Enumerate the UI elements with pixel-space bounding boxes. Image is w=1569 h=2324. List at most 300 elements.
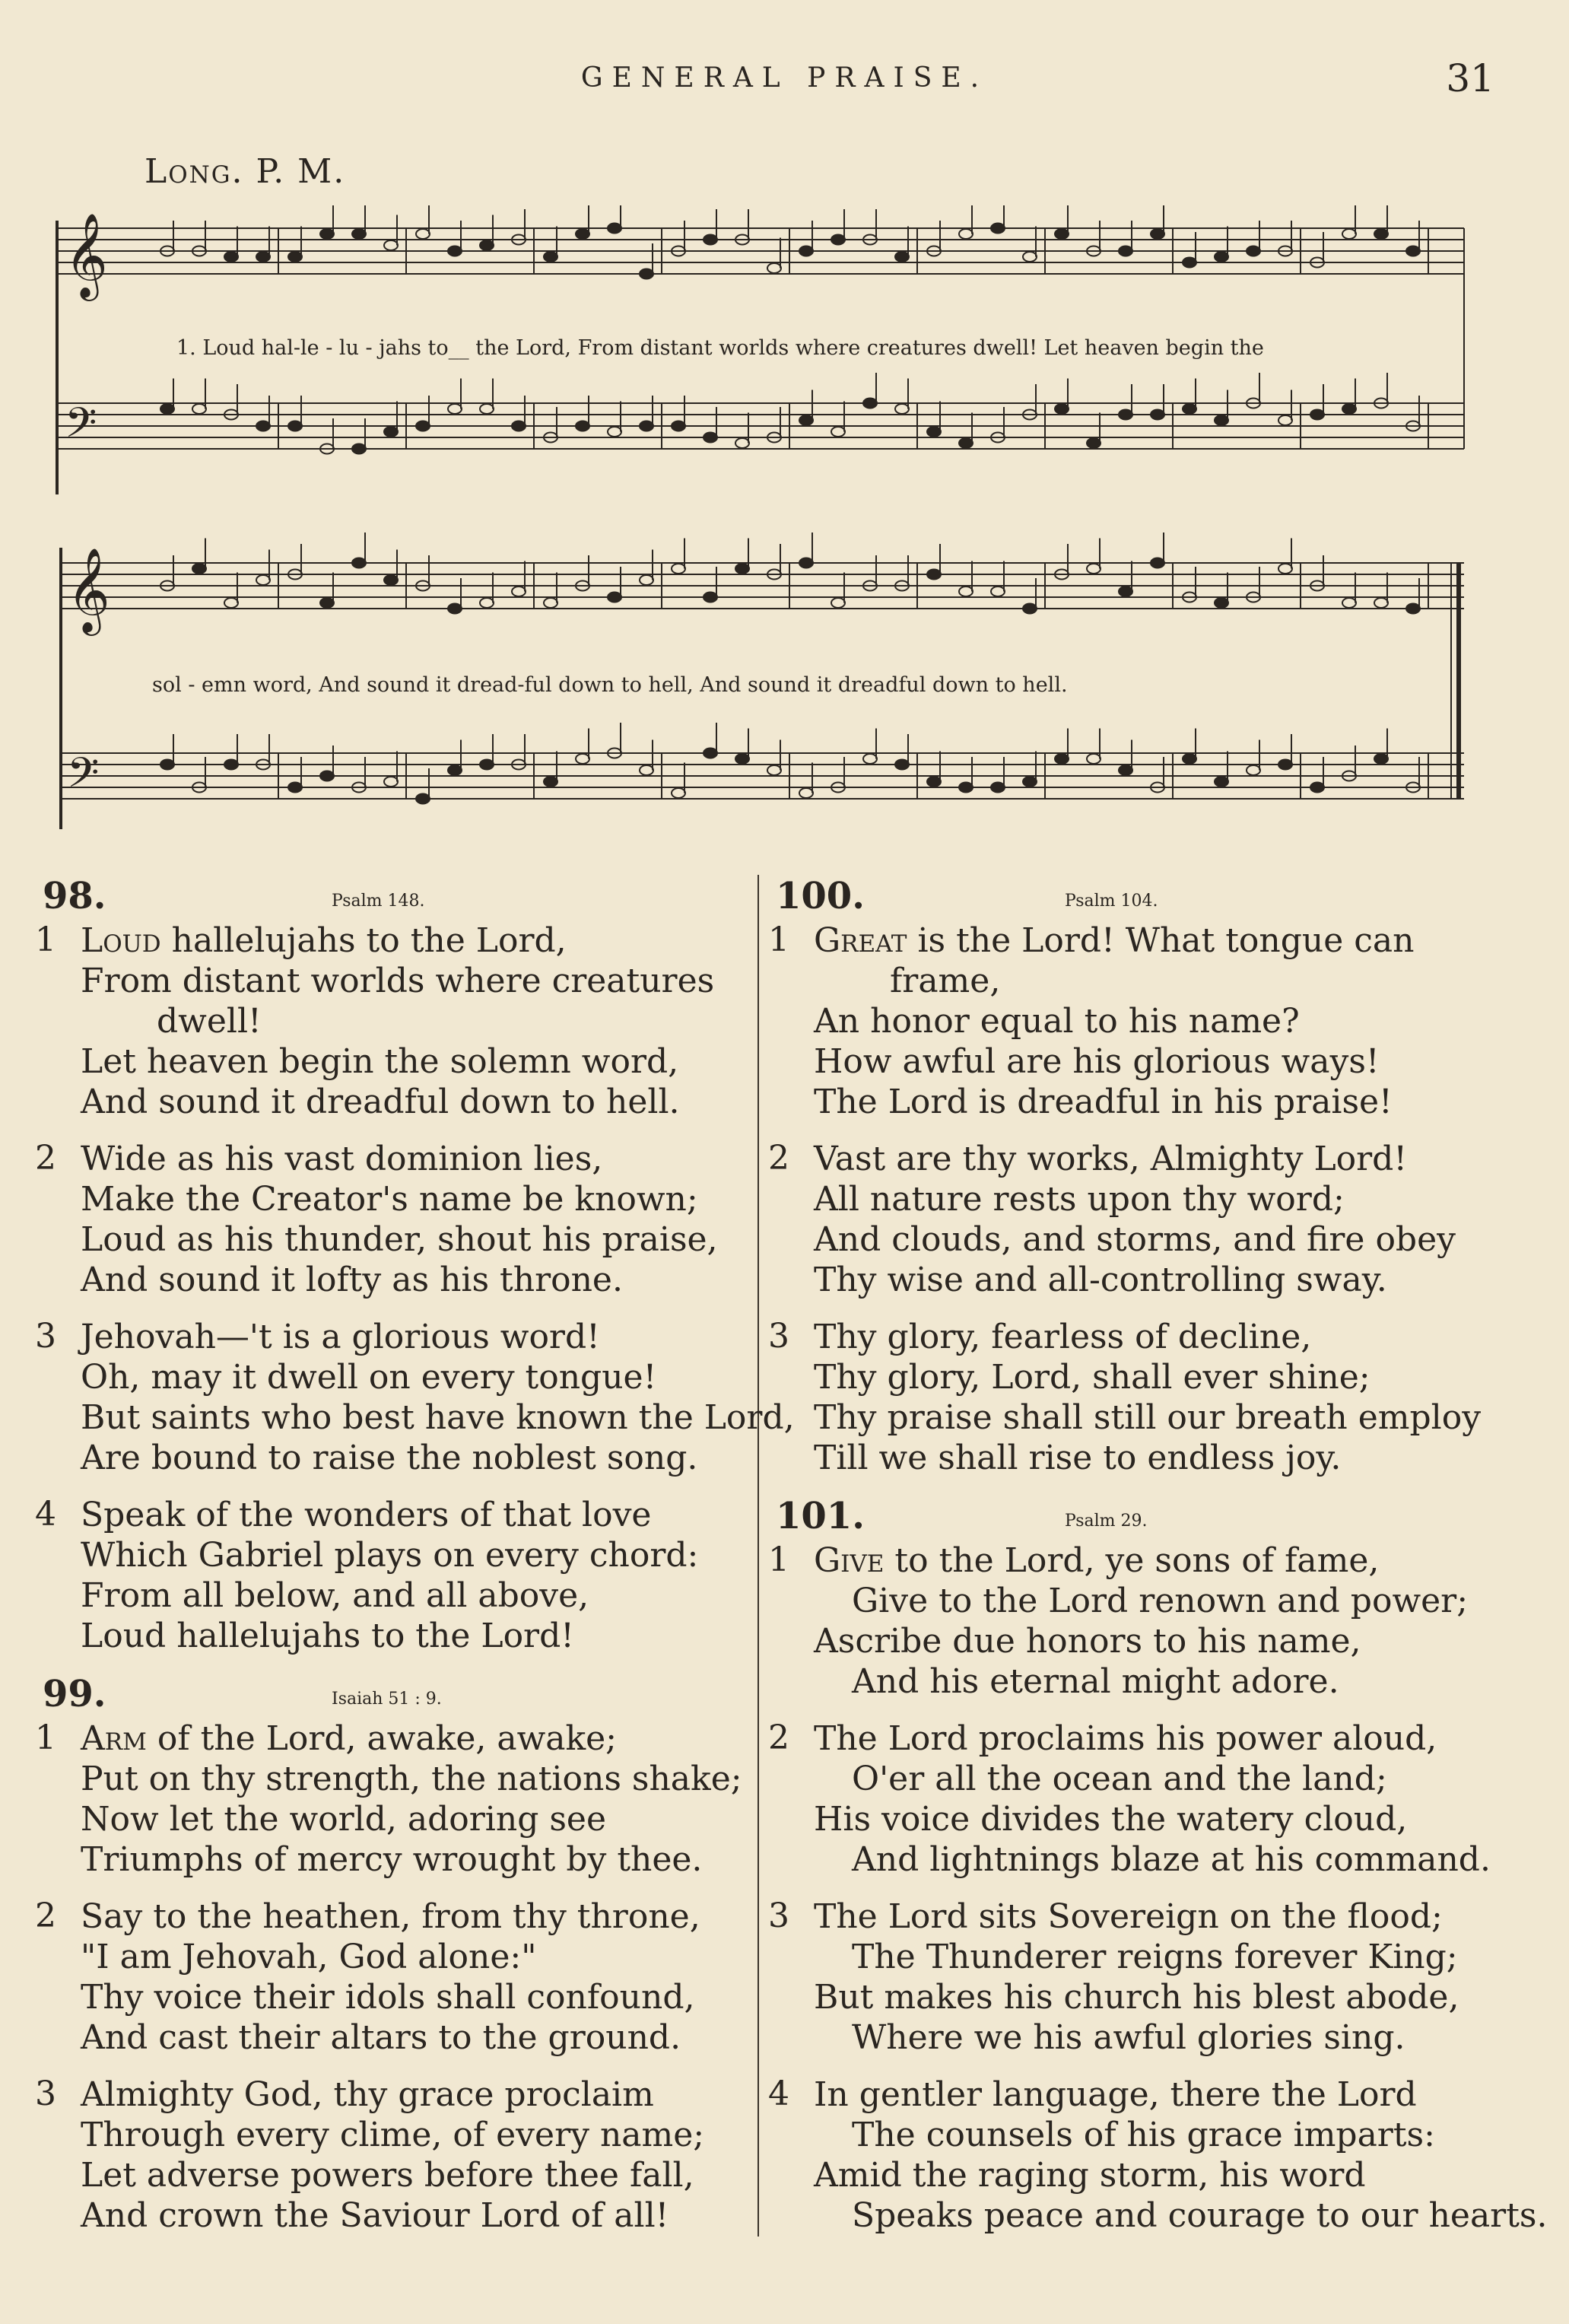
verse-number: 4 [35, 1495, 56, 1534]
verse-line [768, 1041, 1491, 1082]
note-head [735, 564, 749, 574]
verse-line-text: O'er all the ocean and the land; [852, 1760, 1387, 1798]
note-head [895, 404, 909, 414]
verse-number: 2 [768, 1139, 789, 1178]
verse-number: 3 [768, 1317, 789, 1356]
verse-line-text: Let adverse powers before thee fall, [81, 2156, 694, 2195]
left-column [35, 875, 795, 2252]
verse-line-text: And lightnings blaze at his command. [852, 1840, 1491, 1879]
note-head [799, 558, 813, 568]
note-head [640, 765, 653, 775]
hymn-header [768, 1495, 1491, 1540]
verse-line [35, 1082, 754, 1122]
note-head [863, 399, 877, 409]
note-head [448, 246, 462, 256]
note-head [1023, 777, 1037, 787]
note-head [640, 269, 653, 279]
verse-line [35, 2195, 754, 2236]
hymn-number: 100. [776, 875, 865, 917]
note-head [576, 421, 589, 431]
verse-line-text: Thy praise shall still our breath employ [814, 1398, 1482, 1437]
verse-line [768, 1139, 1491, 1179]
note-head [416, 421, 430, 431]
note-head [608, 593, 621, 602]
note-head [320, 229, 334, 239]
note-group-2 [160, 533, 1428, 804]
verse-line-text: How awful are his glorious ways! [814, 1042, 1380, 1081]
note-head [256, 421, 270, 431]
verse-line-text: Make the Creator's name be known; [81, 1180, 698, 1219]
verse-line-text: hallelujahs to the Lord, [160, 921, 567, 960]
lyric-line-1: 1. Loud hal-le - lu - jahs to__ the Lord, From distant worlds where creatures dwell! Let heaven begin the [176, 336, 1264, 360]
verse [768, 2074, 1548, 2236]
hymn-number: 98. [43, 875, 106, 917]
verse-line-text: Are bound to raise the noblest song. [81, 1439, 698, 1477]
bass-clef-icon: 𝄢 [65, 399, 97, 457]
verse-line-text: And clouds, and storms, and fire obey [814, 1220, 1456, 1259]
verse-line [35, 1718, 754, 1759]
verse [768, 920, 1491, 1122]
note-head [1247, 765, 1260, 775]
note-head [959, 229, 973, 239]
verse-line [35, 1799, 754, 1839]
verse-line-text: His voice divides the watery cloud, [814, 1800, 1408, 1839]
verse-line-text: Which Gabriel plays on every chord: [81, 1536, 699, 1575]
verse-line [35, 1317, 754, 1357]
verse [35, 1317, 795, 1478]
note-head [991, 224, 1005, 234]
note-head [1342, 598, 1356, 608]
hymn [768, 1495, 1548, 2236]
verse-line [35, 1260, 754, 1300]
note-head [576, 754, 589, 764]
verse-line [768, 1799, 1491, 1839]
verse-line-text: But saints who best have known the Lord, [81, 1398, 795, 1437]
verse-line [35, 1896, 754, 1937]
tune-name: Long. [145, 152, 244, 191]
verse-number: 3 [35, 1317, 56, 1356]
verse-line-text: The Lord proclaims his power aloud, [814, 1719, 1437, 1758]
note-head [1183, 404, 1196, 414]
note-head [1023, 252, 1037, 262]
note-head [608, 224, 621, 234]
note-head [927, 427, 941, 437]
bass-clef-icon-2: 𝄢 [67, 749, 100, 807]
verse-line [35, 1616, 754, 1656]
verse [35, 1139, 754, 1300]
verse-line [768, 1661, 1491, 1702]
note-head [544, 252, 557, 262]
note-head [1119, 410, 1132, 420]
note-head [959, 438, 973, 448]
note-head [1215, 777, 1228, 787]
note-head [1310, 783, 1324, 793]
note-head [735, 438, 749, 448]
verse-line [768, 1937, 1491, 1977]
note-head [704, 235, 717, 245]
verse-line-text: Thy voice their idols shall confound, [81, 1978, 695, 2017]
verse-line-text: But makes his church his blest abode, [814, 1978, 1459, 2017]
verse-line [35, 1495, 754, 1535]
music-system-1 [46, 205, 1475, 510]
verse-line-text: Loud hallelujahs to the Lord! [81, 1617, 574, 1655]
verse [768, 1540, 1491, 1702]
verse-line [35, 1139, 754, 1179]
verse-line-text: Till we shall rise to endless joy. [814, 1439, 1342, 1477]
verse-first-word: Loud [81, 921, 161, 960]
verse-line [768, 1839, 1491, 1880]
note-head [959, 783, 973, 793]
note-head [1055, 404, 1069, 414]
note-head [672, 788, 685, 798]
verse-number: 2 [35, 1896, 56, 1935]
verse-line [768, 1219, 1491, 1260]
note-head [1278, 760, 1292, 770]
note-head [480, 760, 494, 770]
note-head [672, 564, 685, 574]
note-head [1342, 404, 1356, 414]
verse-line [768, 1896, 1491, 1937]
hymn-source: Isaiah 51 : 9. [332, 1690, 442, 1709]
note-head [352, 444, 366, 454]
note-head [895, 252, 909, 262]
verse-line-text: From all below, and all above, [81, 1576, 589, 1615]
verse-line [768, 1718, 1491, 1759]
verse-line [768, 1357, 1491, 1397]
note-head [991, 587, 1005, 596]
verse-line [768, 2195, 1548, 2236]
note-head [1055, 229, 1069, 239]
hymn-source: Psalm 104. [1065, 892, 1158, 911]
note-head [1151, 410, 1164, 420]
note-head [1342, 229, 1356, 239]
verse-line-text: And crown the Saviour Lord of all! [81, 2196, 669, 2235]
note-head [1374, 598, 1388, 608]
verse-line-text: Through every clime, of every name; [81, 2116, 705, 2154]
note-head [256, 575, 270, 585]
note-head [735, 754, 749, 764]
verse-line [768, 1759, 1491, 1799]
note-head [160, 760, 174, 770]
verse-line-text: And cast their altars to the ground. [81, 2018, 681, 2057]
verse-number: 3 [35, 2074, 56, 2113]
verse-line-text: of the Lord, awake, awake; [146, 1719, 617, 1758]
verse-line [35, 1179, 754, 1219]
note-head [1183, 258, 1196, 268]
note-head [416, 794, 430, 804]
verse-number: 3 [768, 1896, 789, 1935]
note-head [544, 598, 557, 608]
note-head [480, 240, 494, 250]
verse-line-text: Thy glory, fearless of decline, [814, 1318, 1312, 1356]
note-head [448, 604, 462, 614]
verse-line-text: "I am Jehovah, God alone:" [81, 1938, 537, 1976]
note-head [1278, 564, 1292, 574]
verse-first-word: Great [814, 921, 907, 960]
note-head [544, 777, 557, 787]
verse-number: 1 [768, 1540, 789, 1579]
verse-first-word: Give [814, 1541, 885, 1580]
note-head [831, 598, 845, 608]
music-system-2 [46, 533, 1475, 852]
note-head [767, 765, 781, 775]
hymn-number: 99. [43, 1673, 106, 1715]
note-head [1215, 415, 1228, 425]
verse-line-text: frame, [890, 962, 1001, 1000]
verse [35, 1896, 754, 2058]
note-head [831, 235, 845, 245]
verse-line [768, 2074, 1491, 2115]
note-head [1151, 229, 1164, 239]
note-head [959, 587, 973, 596]
verse-line [35, 2155, 754, 2195]
note-head [320, 771, 334, 781]
verse-number: 4 [768, 2074, 789, 2113]
verse [768, 1317, 1491, 1478]
hymn [35, 875, 795, 1656]
hymn-header [768, 875, 1491, 920]
note-head [799, 415, 813, 425]
note-head [704, 749, 717, 758]
treble-clef-icon-2: 𝄞 [67, 547, 110, 632]
verse-line-text: Thy glory, Lord, shall ever shine; [814, 1358, 1370, 1397]
verse-line-text: Thy wise and all-controlling sway. [814, 1261, 1387, 1299]
note-head [1310, 410, 1324, 420]
note-head [224, 252, 238, 262]
verse-number: 1 [35, 920, 56, 959]
verse-line-text: Triumphs of mercy wrought by thee. [81, 1840, 703, 1879]
verse-number: 2 [768, 1718, 789, 1757]
verse-line [35, 1839, 754, 1880]
treble-clef-icon: 𝄞 [65, 212, 108, 297]
verse-line-text: The counsels of his grace imparts: [852, 2116, 1435, 2154]
note-head [1119, 587, 1132, 596]
verse-line [768, 2115, 1491, 2155]
note-head [224, 598, 238, 608]
verse-line-text: In gentler language, there the Lord [814, 2075, 1417, 2114]
note-group-1 [160, 205, 1428, 454]
verse-line-text: Oh, may it dwell on every tongue! [81, 1358, 657, 1397]
verse-line [35, 1977, 754, 2017]
verse-line-text: And sound it lofty as his throne. [81, 1261, 623, 1299]
verse-line-text: dwell! [157, 1002, 262, 1041]
lyric-line-2: sol - emn word, And sound it dread-ful down to hell, And sound it dreadful down to hell. [152, 673, 1068, 697]
note-head [288, 252, 302, 262]
verse-line [768, 1581, 1491, 1621]
verse-number: 2 [35, 1139, 56, 1178]
note-head [384, 777, 398, 787]
note-head [704, 433, 717, 443]
hymn-source: Psalm 29. [1065, 1512, 1148, 1531]
note-head [895, 760, 909, 770]
note-head [448, 404, 462, 414]
verse-line [768, 1621, 1491, 1661]
running-head: GENERAL PRAISE. [580, 62, 989, 94]
note-head [704, 593, 717, 602]
note-head [192, 404, 206, 414]
verse-line [768, 2017, 1491, 2058]
column-divider [758, 875, 759, 2237]
verse-line-text: Where we his awful glories sing. [852, 2018, 1405, 2057]
note-head [160, 404, 174, 414]
verse-line-text: Speak of the wonders of that love [81, 1496, 652, 1534]
page-number: 31 [1446, 56, 1494, 100]
verse-first-word: Arm [81, 1719, 147, 1758]
note-head [1055, 754, 1069, 764]
page-header [0, 56, 1569, 108]
verse-line [768, 2155, 1491, 2195]
note-head [640, 421, 653, 431]
verse-line-text: Say to the heathen, from thy throne, [81, 1897, 700, 1936]
note-head [767, 263, 781, 273]
verse-line [35, 2115, 754, 2155]
verse-line [768, 1977, 1491, 2017]
note-head [640, 575, 653, 585]
verse-line [35, 920, 754, 961]
note-head [863, 754, 877, 764]
hymn-source: Psalm 148. [332, 892, 425, 911]
verse-line [35, 961, 754, 1001]
verse-line-text: is the Lord! What tongue can [907, 921, 1415, 960]
note-head [512, 587, 526, 596]
tune-title [145, 152, 345, 191]
verse-line-text: Ascribe due honors to his name, [814, 1622, 1361, 1661]
note-head [927, 570, 941, 580]
verse-line-text: And sound it dreadful down to hell. [81, 1083, 680, 1121]
verse-line [35, 1759, 754, 1799]
note-head [480, 404, 494, 414]
note-head [1183, 754, 1196, 764]
note-head [608, 427, 621, 437]
verse-line [768, 961, 1491, 1001]
note-head [1215, 252, 1228, 262]
verse-line [768, 920, 1491, 961]
note-head [1406, 246, 1420, 256]
note-head [512, 421, 526, 431]
verse-line [768, 1179, 1491, 1219]
note-head [448, 765, 462, 775]
verse-line [768, 1260, 1491, 1300]
verse-line [35, 1219, 754, 1260]
verse-line-text: Let heaven begin the solemn word, [81, 1042, 679, 1081]
verse [35, 1495, 754, 1656]
verse-line [768, 1001, 1491, 1041]
note-head [1119, 246, 1132, 256]
verse-line-text: From distant worlds where creatures [81, 962, 715, 1000]
verse-line [35, 1357, 754, 1397]
verse-line-text: Amid the raging storm, his word [814, 2156, 1366, 2195]
verse-line [35, 1937, 754, 1977]
note-head [352, 229, 366, 239]
verse-line [768, 1317, 1491, 1357]
note-head [991, 783, 1005, 793]
note-head [799, 246, 813, 256]
verse-number: 1 [768, 920, 789, 959]
verse-line-text: The Lord sits Sovereign on the flood; [814, 1897, 1443, 1936]
verse-line-text: Vast are thy works, Almighty Lord! [814, 1140, 1408, 1178]
hymn-number: 101. [776, 1495, 865, 1537]
verse-line [768, 1082, 1491, 1122]
verse-line-text: The Lord is dreadful in his praise! [814, 1083, 1393, 1121]
note-head [1374, 754, 1388, 764]
note-head [352, 558, 366, 568]
verse-line [35, 1438, 754, 1478]
note-head [1151, 558, 1164, 568]
note-head [256, 252, 270, 262]
note-head [480, 598, 494, 608]
verse-line [35, 1575, 754, 1616]
verse-line-text: Give to the Lord renown and power; [852, 1582, 1469, 1620]
note-head [384, 240, 398, 250]
verse-line [35, 1041, 754, 1082]
note-head [1087, 564, 1101, 574]
note-head [384, 575, 398, 585]
hymn [768, 875, 1491, 1478]
note-head [1087, 754, 1101, 764]
note-head [672, 421, 685, 431]
hymn-header [35, 1673, 754, 1718]
verse-line-text: And his eternal might adore. [852, 1662, 1339, 1701]
verse [35, 920, 754, 1122]
note-head [224, 760, 238, 770]
hymn-header [35, 875, 754, 920]
note-head [927, 777, 941, 787]
verse [35, 1718, 754, 1880]
verse-line [768, 1397, 1491, 1438]
note-head [288, 783, 302, 793]
note-head [1087, 438, 1101, 448]
note-head [1278, 415, 1292, 425]
verse-line [35, 1397, 795, 1438]
note-head [576, 229, 589, 239]
verse-line [768, 1540, 1491, 1581]
verse-line [35, 2017, 754, 2058]
verse [768, 1896, 1491, 2058]
hymn [35, 1673, 754, 2236]
verse-line-text: Put on thy strength, the nations shake; [81, 1760, 742, 1798]
note-head [1374, 229, 1388, 239]
tune-meter: P. M. [256, 152, 346, 191]
note-head [831, 427, 845, 437]
note-head [1247, 246, 1260, 256]
note-head [1023, 604, 1037, 614]
verse [768, 1139, 1491, 1300]
note-head [192, 564, 206, 574]
note-head [320, 598, 334, 608]
verse-line-text: Wide as his vast dominion lies, [81, 1140, 603, 1178]
verse [35, 2074, 754, 2236]
verse-line-text: Almighty God, thy grace proclaim [81, 2075, 654, 2114]
note-head [416, 229, 430, 239]
verse-line-text: All nature rests upon thy word; [814, 1180, 1345, 1219]
verse-line-text: to the Lord, ye sons of fame, [884, 1541, 1380, 1580]
note-head [799, 788, 813, 798]
verse-line-text: Jehovah—'t is a glorious word! [81, 1318, 600, 1356]
note-head [1119, 765, 1132, 775]
note-head [1215, 598, 1228, 608]
verse [768, 1718, 1491, 1880]
verse-line [768, 1438, 1491, 1478]
note-head [384, 427, 398, 437]
verse-line [35, 1535, 754, 1575]
verse-line-text: Now let the world, adoring see [81, 1800, 607, 1839]
verse-line [35, 1001, 754, 1041]
verse-line-text: Speaks peace and courage to our hearts. [852, 2196, 1548, 2235]
note-head [1406, 604, 1420, 614]
verse-line [35, 2074, 754, 2115]
note-head [288, 421, 302, 431]
verse-line-text: Loud as his thunder, shout his praise, [81, 1220, 718, 1259]
